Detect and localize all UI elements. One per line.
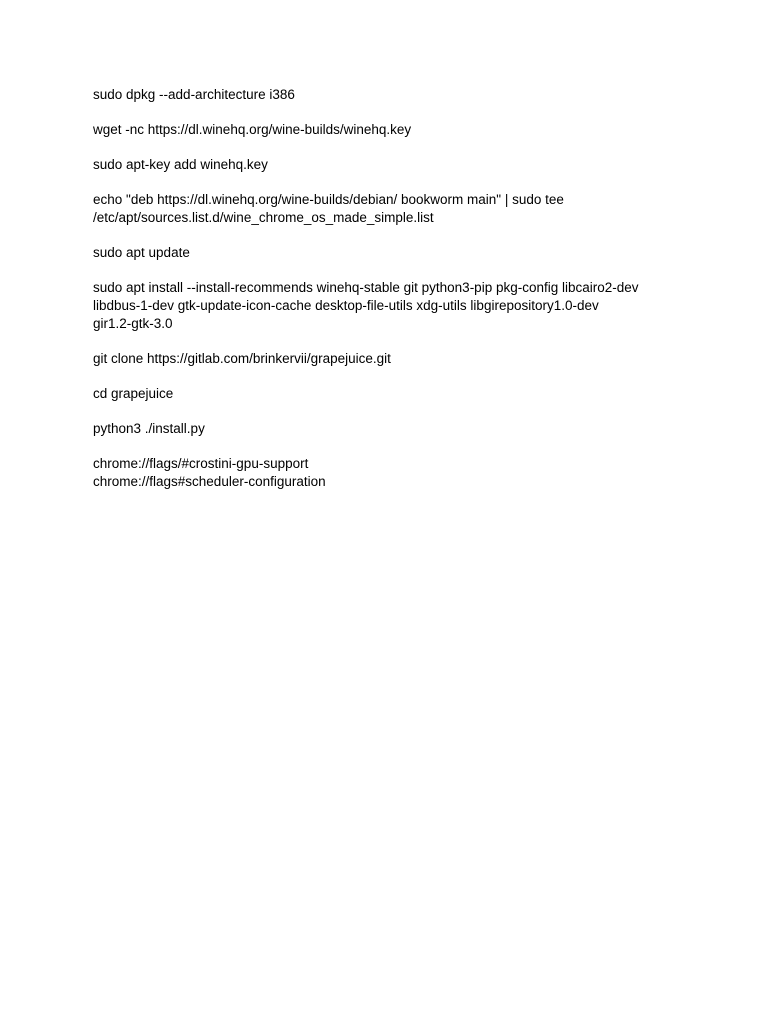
command-line: cd grapejuice [93, 386, 174, 401]
command-line: sudo apt update [93, 245, 190, 260]
document-body [93, 86, 693, 508]
command-block [93, 455, 693, 491]
command-block [93, 121, 693, 139]
command-block [93, 385, 693, 403]
command-line: gir1.2-gtk-3.0 [93, 316, 173, 331]
command-line: sudo apt install --install-recommends winehq-stable git python3-pip pkg-config libcairo2-dev [93, 280, 639, 295]
command-line: /etc/apt/sources.list.d/wine_chrome_os_made_simple.list [93, 210, 434, 225]
command-block [93, 156, 693, 174]
command-block [93, 86, 693, 104]
command-block [93, 191, 693, 227]
command-block [93, 279, 693, 333]
command-line: git clone https://gitlab.com/brinkervii/grapejuice.git [93, 351, 391, 366]
command-block [93, 350, 693, 368]
command-line: echo "deb https://dl.winehq.org/wine-builds/debian/ bookworm main" | sudo tee [93, 192, 564, 207]
command-line: sudo dpkg --add-architecture i386 [93, 87, 295, 102]
command-line: libdbus-1-dev gtk-update-icon-cache desktop-file-utils xdg-utils libgirepository1.0-dev [93, 298, 599, 313]
command-line: wget -nc https://dl.winehq.org/wine-builds/winehq.key [93, 122, 412, 137]
command-line: chrome://flags#scheduler-configuration [93, 474, 326, 489]
command-block [93, 244, 693, 262]
command-line: python3 ./install.py [93, 421, 205, 436]
command-block [93, 420, 693, 438]
command-line: sudo apt-key add winehq.key [93, 157, 268, 172]
command-line: chrome://flags/#crostini-gpu-support [93, 456, 309, 471]
